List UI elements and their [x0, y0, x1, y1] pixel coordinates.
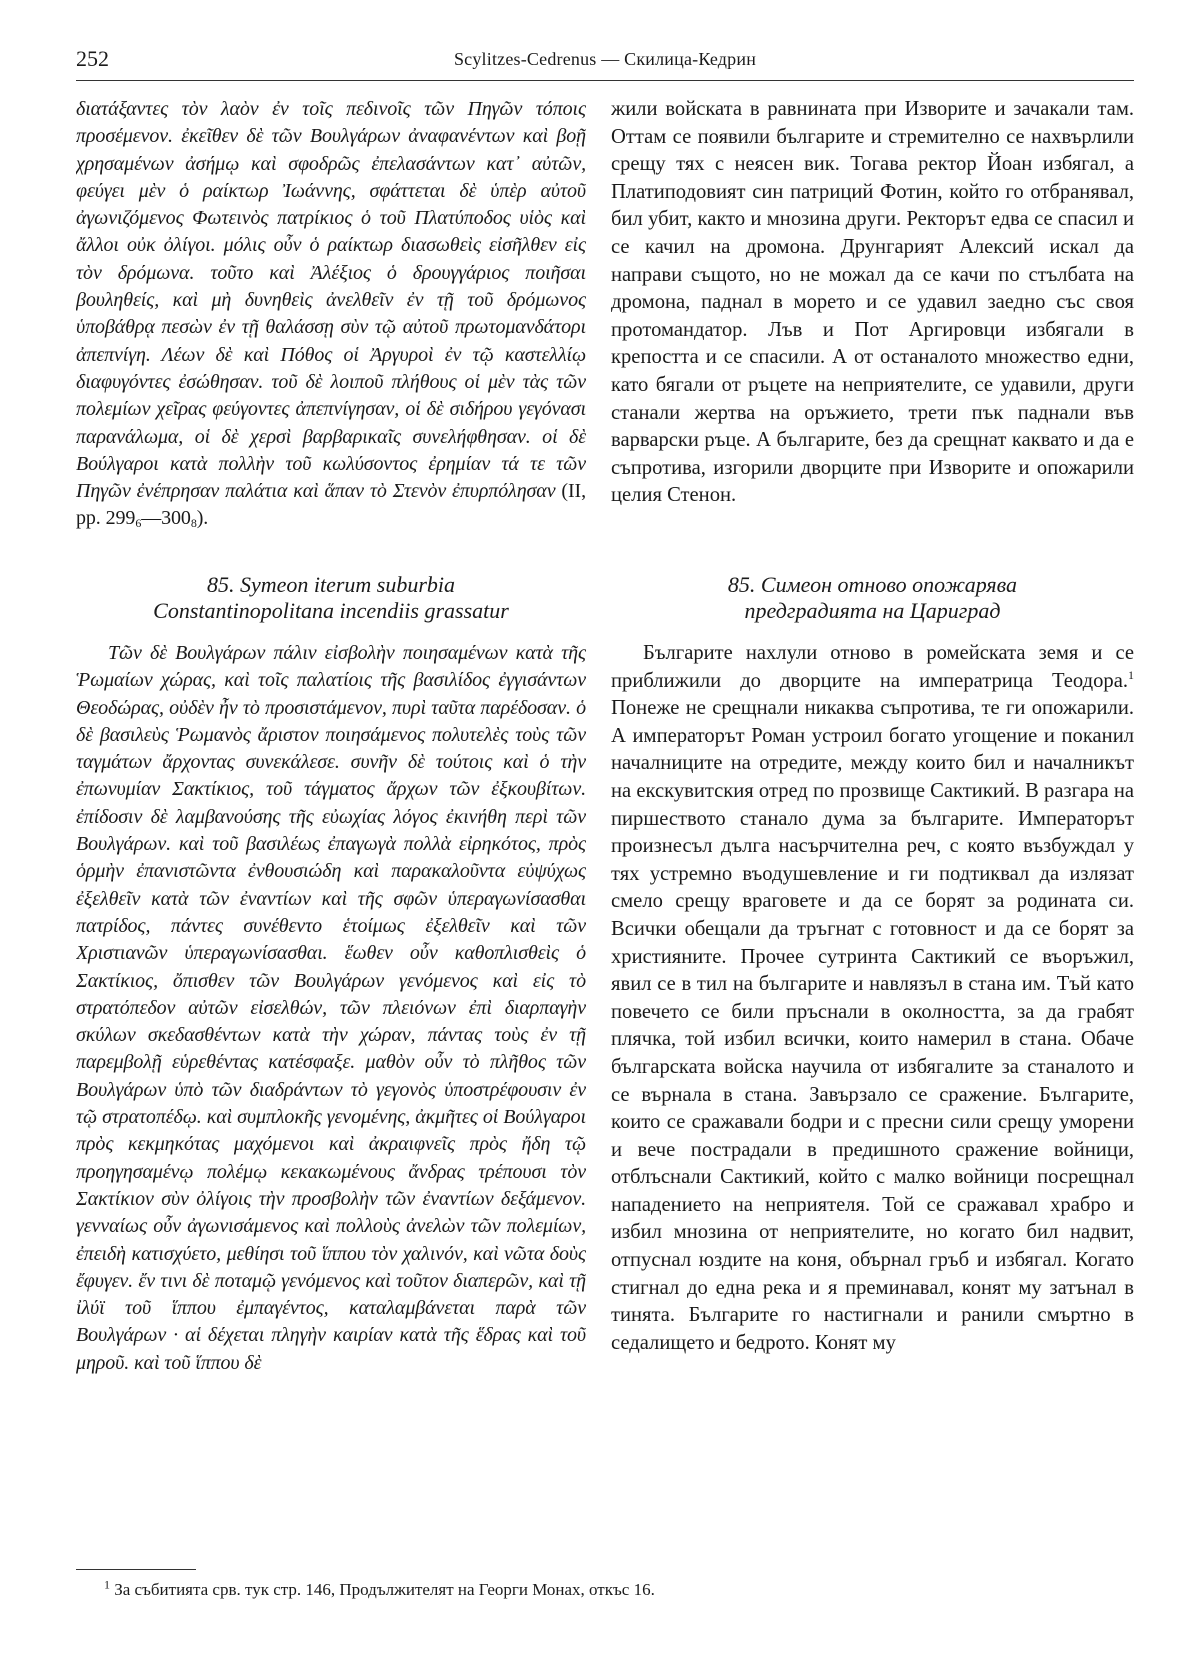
- page-header: [76, 46, 1134, 76]
- source-reference: (II, pp. $299_6—300_8$).: [76, 480, 586, 531]
- page-number: 252: [76, 46, 109, 71]
- greek-text-block-1: [76, 96, 586, 546]
- greek-paragraph: διατάξαντες τὸν λαὸν ἐν τοῖς πεδινοῖς τῶν Πηγῶν τόποις προσέμενον. ἐκεῖθεν δὲ τῶν Βουλγάρων ἀναφανέντων καὶ βοῇ χρησαμένων ἀσήμῳ καὶ σφοδρῶς ἐπελασάντων κατ᾽ αὐτῶν, φεύγει μὲν ὁ ραίκτωρ Ἰωάννης, σφάττεται δὲ ὑπὲρ αὐτοῦ ἀγωνιζόμενος Φωτεινὸς πατρίκιος ὁ τοῦ Πλατύποδος υἱὸς καὶ ἄλλοι οὐκ ὀλίγοι. μόλις οὖν ὁ ραίκτωρ διασωθεὶς εἰσῆλθεν εἰς τὸν δρόμωνα. τοῦτο καὶ Ἀλέξιος ὁ δρουγγάριος ποιῆσαι βουληθείς, καὶ μὴ δυνηθεὶς ἀνελθεῖν ἐν τῇ τοῦ δρόμωνος ὑποβάθρᾳ πεσὼν ἐν τῇ θαλάσσῃ σὺν τῷ αὐτοῦ πρωτομανδάτορι ἀπεπνίγη. Λέων δὲ καὶ Πόθος οἱ Ἀργυροὶ ἐν τῷ καστελλίῳ διαφυγόντες ἐσώθησαν. τοῦ δὲ λοιποῦ πλήθους οἱ μὲν τὰς τῶν πολεμίων χεῖρας φεύγοντες ἀπεπνίγησαν, οἱ δὲ σιδήρου γεγόνασι παρανάλωμα, οἱ δὲ χερσὶ βαρβαρικαῖς συνελήφθησαν. οἱ δὲ Βούλγαροι κατὰ πολλὴν τοῦ κωλύσοντος ἐρημίαν τά τε τῶν Πηγῶν ἐνέπρησαν παλάτια καὶ ἅπαν τὸ Στενὸν ἐπυρπόλησαν: [76, 98, 586, 503]
- latin-section-title: 85. Symeon iterum suburbia Constantinopolitana incendiis grassatur: [153, 572, 509, 623]
- greek-text-block-2: [76, 640, 586, 1548]
- footnote-rule: [76, 1569, 196, 1570]
- bulgarian-text-block-2: [611, 640, 1134, 1548]
- bulgarian-paragraph-start: Българите нахлули отново в ромейската земя и се приближили до дворците на императрица Теодора.: [611, 642, 1134, 692]
- footnote-number: 1: [104, 1577, 110, 1592]
- greek-paragraph: Τῶν δὲ Βουλγάρων πάλιν εἰσβολὴν ποιησαμένων κατὰ τῆς Ῥωμαίων χώρας, καὶ τοῖς παλατίοις τῆς βασιλίδος ἐγγισάντων Θεοδώρας, οὐδὲν ἦν τὸ προσιστάμενον, πυρὶ ταῦτα παρέδοσαν. ὁ δὲ βασιλεὺς Ῥωμανὸς ἄριστον ποιησάμενος πολυτελὲς τοὺς τῶν ταγμάτων ἄρχοντας συνεκάλεσε. συνῆν δὲ τούτοις καὶ ὁ τὴν ἐπωνυμίαν Σακτίκιος, τοῦ τάγματος ἄρχων τῶν ἐξκουβίτων. ἐπίδοσιν δὲ λαμβανούσης τῆς εὐωχίας λόγος ἐκινήθη περὶ τῶν Βουλγάρων. καὶ τοῦ βασιλέως ἐπαγωγὰ πολλὰ εἰρηκότος, πρὸς ὁρμὴν ἐπανιστῶντα ἐνθουσιώδη καὶ παρακαλοῦντα εὐψύχως ἐξελθεῖν κατὰ τῶν ἐναντίων καὶ τῆς σφῶν ὑπεραγωνίσασθαι πατρίδος, πάντες συνέθεντο ἑτοίμως ἐξελθεῖν καὶ τῶν Χριστιανῶν ὑπεραγωνίσασθαι. ἕωθεν οὖν καθοπλισθεὶς ὁ Σακτίκιος, ὄπισθεν τῶν Βουλγάρων γενόμενος καὶ εἰς τὸ στρατόπεδον αὐτῶν εἰσελθών, τῶν πλειόνων ἐπὶ διαρπαγὴν σκύλων σκεδασθέντων κατὰ τὴν χώραν, πάντας τοὺς ἐν τῇ παρεμβολῇ εὑρεθέντας κατέσφαξε. μαθὸν οὖν τὸ πλῆθος τῶν Βουλγάρων ὑπὸ τῶν διαδράντων τὸ γεγονὸς ὑποστρέφουσιν ἐν τῷ στρατοπέδῳ. καὶ συμπλοκῆς γενομένης, ἀκμῆτες οἱ Βούλγαροι πρὸς κεκμηκότας μαχόμενοι καὶ ἀκραιφνεῖς πρὸς ἤδη τῷ προηγησαμένῳ πολέμῳ κεκακωμένους ἄνδρας τρέπουσι τὸν Σακτίκιον σὺν ὀλίγοις τὴν προσβολὴν τῶν ἐναντίων δεξάμενον. γενναίως οὖν ἀγωνισάμενος καὶ πολλοὺς ἀνελὼν τῶν πολεμίων, ἐπειδὴ κατισχύετο, μεθίησι τοῦ ἵππου τὸν χαλινόν, καὶ νῶτα δοὺς ἔφυγεν. ἔν τινι δὲ ποταμῷ γενόμενος καὶ τοῦτον διαπερῶν, καὶ τῇ ἰλύϊ τοῦ ἵππου ἐμπαγέντος, καταλαμβάνεται παρὰ τῶν Βουλγάρων · αἱ δέχεται πληγὴν καιρίαν κατὰ τῆς ἕδρας καὶ τοῦ μηροῦ. καὶ τοῦ ἵππου δὲ: [76, 642, 586, 1374]
- footnote: [104, 1579, 1134, 1601]
- bulgarian-text-block-1: [611, 96, 1134, 546]
- header-rule: [76, 80, 1134, 81]
- bulgarian-section-title: 85. Симеон отново опожарява предградията на Цариград: [727, 572, 1018, 623]
- bulgarian-paragraph-rest: Понеже не срещнали никаква съпротива, те ги опожарили. А императорът Роман устроил богато угощение и поканил началниците на отредите, между които бил и началникът на екскувитския отред по прозвище Сактикий. В разгара на пиршеството станало дума за българите. Императорът произнесъл дълга насърчителна реч, с която възбуждал у тях устремно въодушевление и ги подтиквал да излязат смело срещу враговете и да се борят за родината си. Всички обещали да тръгнат с готовност и да се борят за християните. Прочее сутринта Сактикий се въоръжил, явил се в тил на българите и навлязъл в стана им. Тъй като повечето се били пръснали в околността, за да грабят плячка, той избил всички, които намерил в стана. Обаче българската войска научила от избягалите за станалото и се върнала в стана. Завързало се сражение. Българите, които се сражавали бодри и с пресни сили срещу уморени и вече пострадали в предишното сражение войници, отблъснали Сактикий, който с малко войници посрещнал нападението на неприятеля. Той се сражавал храбро и избил мнозина от неприятелите, но когато бил надвит, отпуснал юздите на коня, обърнал гръб и избягал. Когато стигнал до една река и я преминавал, конят му затънал в тинята. Българите го настигнали и ранили смъртно в седалището и бедрото. Конят му: [611, 697, 1134, 1354]
- bulgarian-paragraph: жили войската в равнината при Изворите и зачакали там. Оттам се появили българите и стремително се нахвърлили срещу тях с неясен вик. Тогава ректор Йоан избягал, а Платиподовият син патриций Фотин, който го отбранявал, бил убит, както и мнозина други. Ректорът едва се спасил и се качил на дромона. Друнгарият Алексий искал да направи същото, но не можал да се качи по стълбата на дромона, паднал в морето и се удавил заедно със своя протомандатор. Лъв и Пот Аргировци избягали в крепостта и се спасили. А от останалото множество едни, като бягали от ръцете на неприятелите, се удавили, други станали жертва на оръжието, трети пък паднали във варварски ръце. А българите, без да срещнат каквато и да е съпротива, изгорили дворците при Изворите и опожарили целия Стенон.: [611, 98, 1134, 507]
- footnote-marker: 1: [1128, 667, 1134, 682]
- running-title: Scylitzes-Cedrenus — Скилица-Кедрин: [453, 49, 757, 69]
- footnote-text: За събитията срв. тук стр. 146, Продължителят на Георги Монах, откъс 16.: [114, 1580, 655, 1599]
